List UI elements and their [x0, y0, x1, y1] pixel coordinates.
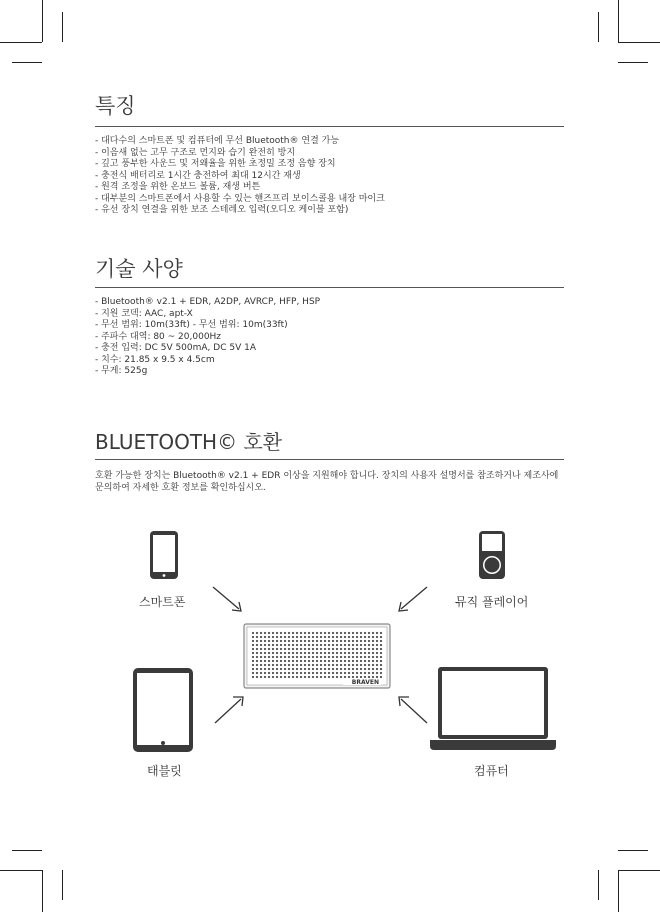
specs-rule [95, 287, 564, 288]
music-player-icon [478, 530, 506, 580]
smartphone-icon [149, 530, 179, 580]
list-item: - 치수: 21.85 x 9.5 x 4.5cm [95, 354, 215, 365]
list-item: - Bluetooth® v2.1 + EDR, A2DP, AVRCP, HFP, HSP [95, 297, 321, 307]
list-item: - 대부분의 스마트폰에서 사용할 수 있는 핸즈프리 보이스콜용 내장 마이크 [95, 193, 385, 204]
list-item: - 주파수 대역: 80 ~ 20,000Hz [95, 331, 222, 342]
compat-description: 호환 가능한 장치는 Bluetooth® v2.1 + EDR 이상을 지원해야 합니다. 장치의 사용자 설명서를 참조하거나 제조사에 문의하여 자세한 호환 정보를 확인하십시오. [95, 471, 559, 493]
crop-mark [12, 62, 42, 63]
list-item: - 이음새 없는 고무 구조로 먼지와 습기 완전히 방지 [95, 147, 296, 158]
arrow-tablet-to-speaker [212, 694, 248, 726]
list-item: - 깊고 풍부한 사운드 및 저왜율을 위한 초정밀 조정 음향 장치 [95, 159, 336, 169]
arrow-music-player-to-speaker [394, 585, 430, 615]
crop-mark [618, 62, 648, 63]
computer-label: 컴퓨터 [474, 764, 509, 778]
compat-rule [95, 459, 564, 460]
crop-mark [618, 42, 660, 43]
smartphone-label: 스마트폰 [139, 595, 186, 609]
list-item: - 유선 장치 연결을 위한 보조 스테레오 입력(오디오 케이블 포함) [95, 205, 349, 215]
laptop-icon [428, 666, 558, 752]
list-item: - 무게: 525g [95, 366, 148, 376]
arrow-computer-to-speaker [394, 694, 430, 726]
features-rule [95, 126, 564, 127]
crop-mark [618, 870, 660, 871]
arrow-smartphone-to-speaker [210, 585, 246, 615]
features-title: 특징 [95, 94, 136, 118]
crop-mark [618, 0, 619, 42]
compat-title: BLUETOOTH© 호환 [95, 430, 283, 454]
crop-mark [62, 12, 63, 42]
crop-mark [0, 42, 42, 43]
specs-list [95, 297, 320, 378]
music-player-label: 뮤직 플레이어 [455, 595, 529, 609]
crop-mark [618, 870, 619, 912]
crop-mark [12, 850, 42, 851]
crop-mark [42, 0, 43, 42]
list-item: - 원격 조정을 위한 온보드 볼륨, 재생 버튼 [95, 182, 261, 192]
tablet-icon [132, 667, 194, 753]
crop-mark [42, 870, 43, 912]
list-item: - 대다수의 스마트폰 및 컴퓨터에 무선 Bluetooth® 연결 가능 [95, 136, 340, 146]
crop-mark [598, 12, 599, 42]
list-item: - 충전식 배터리로 1시간 충전하여 최대 12시간 재생 [95, 170, 301, 181]
tablet-label: 태블릿 [147, 764, 182, 778]
features-list [95, 136, 385, 217]
list-item: - 지원 코덱: AAC, apt-X [95, 308, 193, 319]
crop-mark [62, 870, 63, 900]
crop-mark [618, 850, 648, 851]
speaker-brand-label: BRAVEN [351, 679, 379, 686]
speaker-icon [243, 623, 391, 689]
crop-mark [0, 870, 42, 871]
list-item: - 충전 입력: DC 5V 500mA, DC 5V 1A [95, 343, 256, 353]
crop-mark [598, 870, 599, 900]
specs-title: 기술 사양 [95, 257, 183, 281]
list-item: - 무선 범위: 10m(33ft) - 무선 범위: 10m(33ft) [95, 320, 288, 330]
